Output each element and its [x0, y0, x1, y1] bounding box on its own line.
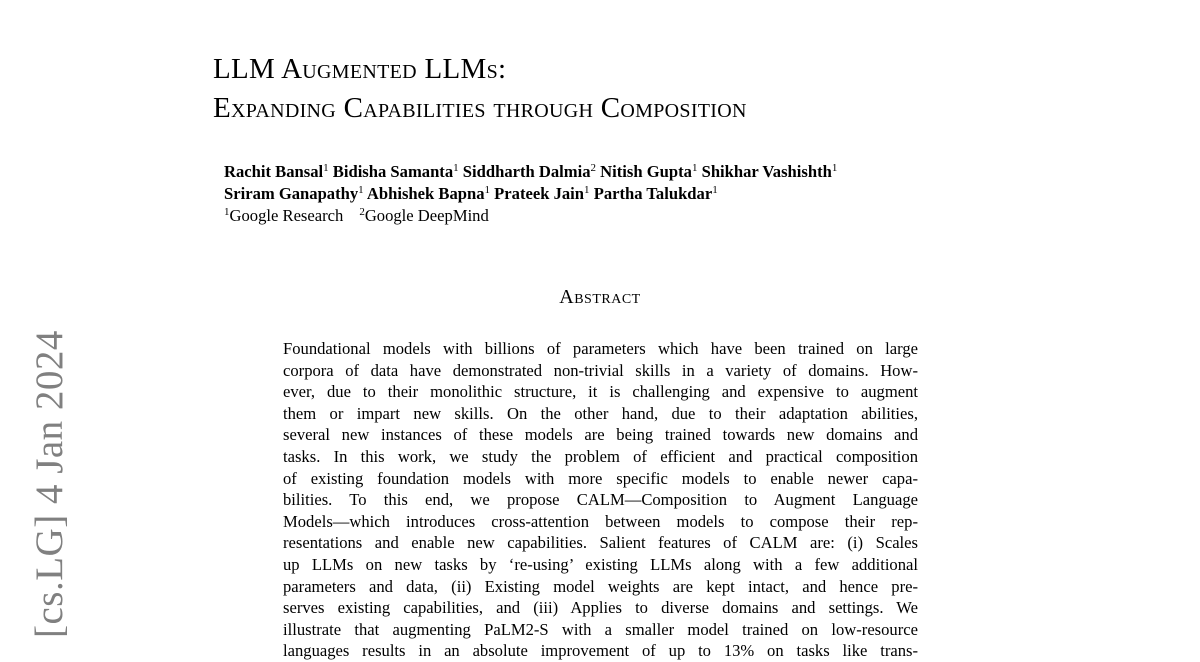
author-name: Abhishek Bapna	[366, 184, 485, 203]
author-affiliation-mark: 1	[712, 184, 718, 196]
abstract-line: of existing foundation models with more specific models to enable newer capa-	[283, 468, 918, 488]
affiliation-number: 1	[224, 206, 230, 218]
affiliation-name: Google DeepMind	[364, 206, 489, 225]
abstract-line: Foundational models with billions of parameters which have been trained on large	[283, 339, 918, 358]
abstract-line: serves existing capabilities, and (iii) Applies to diverse domains and settings. We	[283, 598, 918, 618]
author-name: Sriram Ganapathy	[224, 184, 359, 203]
author-affiliation-mark: 1	[358, 184, 364, 196]
author-name: Prateek Jain	[494, 184, 585, 203]
author-affiliation-mark: 1	[323, 162, 329, 174]
abstract-line: corpora of data have demonstrated non-trivial skills in a variety of domains. How-	[283, 360, 918, 380]
author-name: Bidisha Samanta	[332, 162, 454, 181]
author-name: Rachit Bansal	[224, 162, 324, 181]
abstract-line: resentations and enable new capabilities. Salient features of CALM are: (i) Scales	[283, 533, 918, 553]
author-line-1	[224, 161, 837, 183]
author-affiliation-mark: 1	[831, 162, 838, 174]
abstract-body	[283, 338, 918, 662]
abstract-heading: Abstract	[559, 286, 641, 308]
abstract-line: several new instances of these models are being trained towards new domains and	[283, 425, 918, 445]
abstract-line: up LLMs on new tasks by ‘re-using’ existing LLMs along with a few additional	[283, 554, 918, 574]
author-affiliation-mark: 1	[691, 162, 698, 174]
author-line-2	[224, 183, 837, 205]
author-affiliation-mark: 2	[590, 162, 597, 174]
author-block	[224, 161, 837, 227]
author-affiliation-mark: 1	[484, 184, 490, 196]
author-name: Partha Talukdar	[593, 184, 713, 203]
affiliations-line	[224, 205, 837, 227]
arxiv-identifier-stamp: [cs.LG] 4 Jan 2024	[28, 330, 71, 638]
abstract-line: languages results in an absolute improvement of up to 13% on tasks like trans-	[283, 641, 918, 661]
abstract-line: tasks. In this work, we study the problem of efficient and practical composition	[283, 446, 918, 466]
affiliation-name: Google Research	[229, 206, 344, 225]
abstract-line: them or impart new skills. On the other hand, due to their adaptation abilities,	[283, 403, 918, 423]
abstract-line: bilities. To this end, we propose CALM—Composition to Augment Language	[283, 490, 918, 510]
abstract-line: ever, due to their monolithic structure, it is challenging and expensive to augment	[283, 382, 918, 402]
title-line-2: Expanding Capabilities through Composition	[213, 92, 747, 124]
abstract-line: parameters and data, (ii) Existing model weights are kept intact, and hence pre-	[283, 576, 918, 596]
author-name: Siddharth Dalmia	[462, 162, 591, 181]
title-line-1: LLM Augmented LLMs:	[213, 53, 507, 85]
paper-title	[213, 50, 747, 128]
abstract-line: Models—which introduces cross-attention between models to compose their rep-	[283, 511, 918, 531]
author-name: Nitish Gupta	[600, 162, 692, 181]
author-name: Shikhar Vashishth	[701, 162, 832, 181]
author-affiliation-mark: 1	[584, 184, 590, 196]
author-affiliation-mark: 1	[453, 162, 459, 174]
affiliation-number: 2	[359, 206, 365, 218]
abstract-line: illustrate that augmenting PaLM2-S with a smaller model trained on low-resource	[283, 619, 918, 639]
